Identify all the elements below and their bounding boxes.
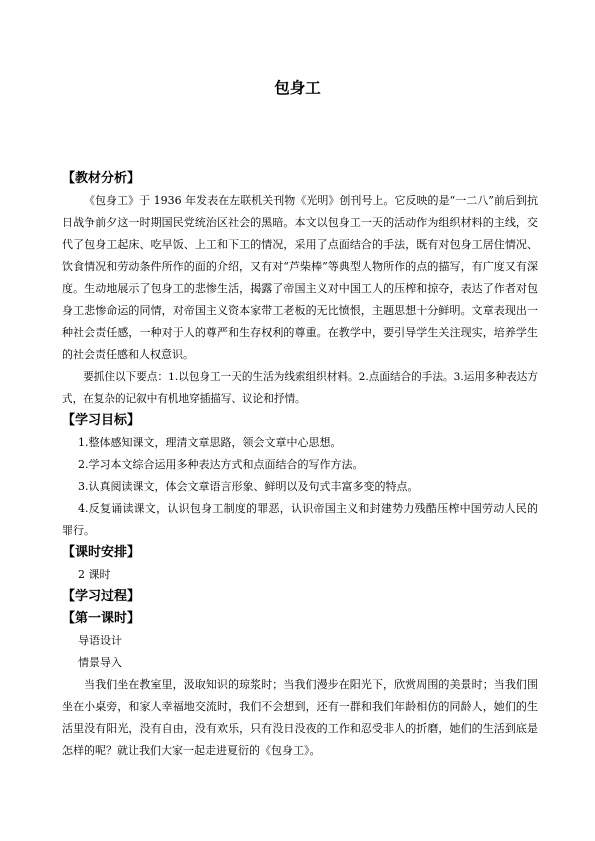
objective-item-1: 1.整体感知课文，理清文章思路，领会文章中心思想。: [78, 436, 342, 449]
objective-item-3: 3.认真阅读课文，体会文章语言形象、鲜明以及句式丰富多变的特点。: [78, 480, 419, 493]
schedule-value: 2 课时: [78, 568, 111, 581]
section-heading-process: 【学习过程】: [62, 589, 141, 604]
section-heading-lesson1: 【第一课时】: [62, 611, 141, 626]
lesson1-line-scene-intro: 情景导入: [78, 656, 122, 669]
lesson1-paragraph: 当我们坐在教室里，汲取知识的琼浆时；当我们漫步在阳光下，欣赏周围的美景时；当我们围坐在小桌旁，和家人幸福地交流时，我们不会想到，还有一群和我们年龄相仿的同龄人，她们的生活里没有阳光，没有自由，没有欢乐，只有没日没夜的工作和忍受非人的折磨，她们的生活到底是怎样的呢？就让我们大家一起走进夏衍的《包身工》。: [62, 678, 538, 757]
analysis-paragraph-1: 《包身工》于 1936 年发表在左联机关刊物《光明》创刊号上。它反映的是“一二八”前后到抗日战争前夕这一时期国民党统治区社会的黑暗。本文以包身工一天的活动作为组织材料的主线，交代了包身工起床、吃早饭、上工和下工的情况，采用了点面结合的手法，既有对包身工居住情况、饮食情况和劳动条件所作的面的介绍，又有对“芦柴棒”等典型人物所作的点的描写，有广度又有深度。生动地展示了包身工的悲惨生活，揭露了帝国主义对中国工人的压榨和掠夺，表达了作者对包身工悲惨命运的同情，对帝国主义资本家带工老板的无比愤恨，主题思想十分鲜明。文章表现出一种社会责任感，一种对于人的尊严和生存权利的尊重。在教学中，要引导学生关注现实，培养学生的社会责任感和人权意识。: [62, 194, 538, 361]
objective-item-2: 2.学习本文综合运用多种表达方式和点面结合的写作方法。: [78, 458, 364, 471]
document-body: [62, 168, 538, 762]
section-heading-analysis: 【教材分析】: [62, 171, 141, 186]
analysis-paragraph-2: 要抓住以下要点：1.以包身工一天的生活为线索组织材料。2.点面结合的手法。3.运用多种表达方式，在复杂的记叙中有机地穿插描写、议论和抒情。: [62, 371, 538, 405]
objective-item-4: 4.反复诵读课文，认识包身工制度的罪恶，认识帝国主义和封建势力残酷压榨中国劳动人民的罪行。: [62, 502, 538, 537]
section-heading-objectives: 【学习目标】: [62, 413, 141, 428]
section-heading-schedule: 【课时安排】: [62, 545, 141, 560]
lesson1-line-intro-design: 导语设计: [78, 634, 122, 647]
page-title: 包身工: [274, 79, 321, 97]
